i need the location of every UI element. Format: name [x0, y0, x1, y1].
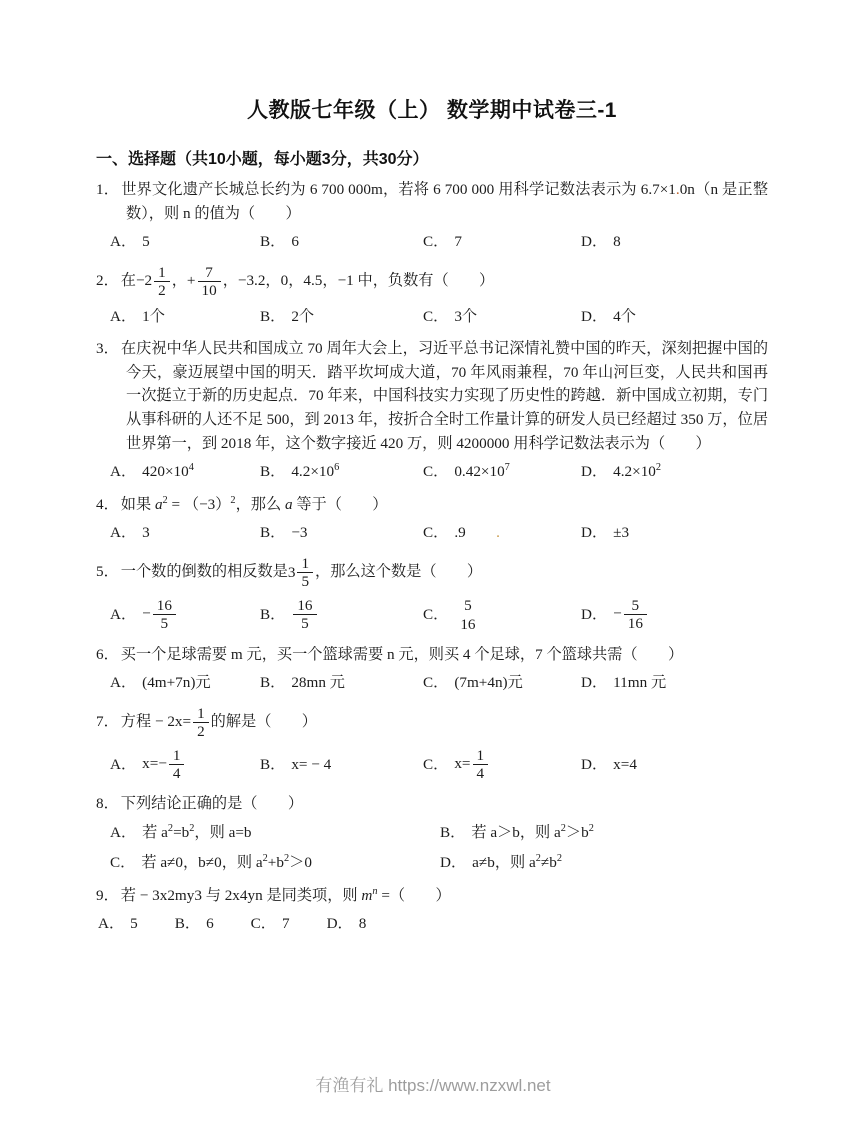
section-header: 一、选择题（共10小题，每小题3分，共30分）: [96, 151, 429, 168]
option: [260, 460, 423, 484]
whole-part: 2: [144, 272, 153, 290]
option-content: [282, 912, 290, 936]
option-content: [454, 460, 510, 484]
question: [96, 337, 768, 483]
option: [110, 821, 440, 845]
text-segment: (7m+4n)元: [454, 674, 523, 692]
option: [423, 671, 581, 695]
text-segment: x= − 4: [291, 755, 332, 773]
options-row: [96, 821, 768, 875]
option-content: [454, 596, 481, 634]
text-segment: 世界文化遗产长城总长约为 6 700 000m，若将 6 700 000 用科学记数法表示为 6.7×1: [121, 181, 676, 198]
text-segment: 一个数的倒数的相反数是: [120, 562, 288, 580]
option-label: A．: [110, 233, 137, 251]
option-label: D．: [581, 463, 608, 481]
text-segment: x=: [454, 755, 471, 772]
option-label: C．: [423, 463, 449, 481]
text-segment: =（ ）: [377, 886, 451, 904]
option: [581, 746, 768, 783]
option: [581, 230, 768, 254]
option: [260, 746, 423, 783]
text-segment: 0n（n 是正整数），则 n 的值为（ ）: [126, 181, 769, 222]
option-label: D．: [581, 674, 608, 692]
option: [423, 230, 581, 254]
text-segment: 4个: [613, 307, 636, 325]
text-segment: ，那么这个数是（ ）: [315, 562, 483, 580]
options-row: [96, 746, 768, 783]
text-segment: ，那么: [235, 495, 285, 513]
fraction-numerator: 16: [153, 597, 176, 615]
option: [110, 521, 260, 545]
question-stem: [96, 704, 768, 741]
option: [260, 596, 423, 634]
text-segment: −: [613, 605, 622, 623]
option-label: D．: [326, 915, 353, 933]
option-content: [472, 851, 562, 875]
option: [175, 912, 214, 936]
option-label: B．: [260, 307, 286, 325]
option-content: [142, 746, 186, 783]
text-segment: 若 a＞b，则 a: [471, 823, 561, 841]
text-segment: 若 a≠0，b≠0，则 a: [141, 854, 263, 872]
fraction: [198, 264, 221, 299]
text-segment: 4.2×10: [291, 463, 335, 481]
exponent: 2: [262, 853, 268, 865]
option: [423, 460, 581, 484]
mixed-number: [145, 263, 172, 300]
option: [440, 851, 768, 875]
option-label: D．: [581, 524, 608, 542]
text-segment: +b: [267, 854, 284, 872]
text-segment: 1个: [142, 307, 165, 325]
option-content: [142, 305, 165, 329]
text-segment: 8: [358, 915, 367, 933]
exponent: 2: [655, 462, 662, 474]
text-segment: x=−: [142, 755, 167, 772]
option: [581, 521, 768, 545]
fraction-numerator: 1: [297, 555, 313, 573]
fraction: [154, 264, 170, 299]
text-segment: ＞0: [289, 854, 312, 872]
variable: a: [154, 495, 163, 513]
option: [260, 230, 423, 254]
option: [581, 460, 768, 484]
exponent: 7: [504, 462, 510, 474]
option-content: [142, 821, 251, 845]
option-label: D．: [581, 307, 608, 325]
option-label: B．: [174, 915, 201, 933]
option-content: [291, 753, 331, 777]
text-segment: 8: [613, 233, 621, 251]
question: [96, 178, 768, 254]
option: [110, 596, 260, 634]
option-content: [613, 305, 636, 329]
text-segment: −3: [291, 524, 308, 542]
question: [96, 704, 768, 783]
option: [327, 912, 367, 936]
fraction-numerator: 7: [198, 264, 221, 282]
exponent: 2: [283, 853, 290, 865]
exponent: 2: [588, 822, 594, 834]
fraction-numerator: 1: [193, 705, 209, 723]
exponent: n: [372, 885, 378, 897]
text-segment: 0.42×10: [454, 463, 505, 481]
option-content: [142, 460, 194, 484]
option-content: [142, 671, 210, 695]
exponent: 2: [535, 853, 541, 865]
question-stem: [96, 263, 768, 300]
option-label: D．: [581, 755, 608, 773]
option: [251, 912, 290, 936]
option-label: A．: [110, 823, 137, 841]
text-segment: =b: [173, 823, 190, 841]
fraction-denominator: 4: [476, 765, 485, 783]
stray-dot: .: [496, 524, 500, 542]
text-segment: 买一个足球需要 m 元，买一个篮球需要 n 元，则买 4 个足球，7 个篮球共需（ ）: [120, 645, 684, 663]
text-segment: x=4: [613, 755, 637, 773]
question-stem: [96, 792, 768, 816]
question-stem: [96, 643, 768, 667]
option: [581, 596, 768, 634]
option-content: [613, 521, 629, 545]
option-content: [613, 596, 649, 633]
question: [96, 263, 768, 329]
option-label: C．: [250, 915, 276, 933]
question-number: 2．: [96, 271, 119, 289]
option: [110, 460, 260, 484]
option-label: A．: [110, 307, 137, 325]
option-content: [291, 460, 339, 484]
option-content: [130, 912, 138, 936]
text-segment: 若 − 3x2my3 与 2x4yn 是同类项，则: [120, 886, 362, 904]
options-row: [96, 460, 768, 484]
exponent: 2: [189, 822, 195, 834]
text-segment: 6: [291, 233, 299, 251]
fraction: [293, 597, 316, 632]
option-content: [291, 230, 299, 254]
option-label: B．: [260, 606, 286, 624]
option-content: [142, 596, 178, 633]
option-label: B．: [260, 463, 286, 481]
fraction: [624, 597, 647, 632]
option-label: A．: [110, 606, 137, 624]
option: [110, 746, 260, 783]
option-label: C．: [423, 606, 449, 624]
option-label: C．: [110, 854, 136, 872]
fraction-numerator: 5: [624, 597, 647, 615]
option-label: A．: [98, 915, 125, 933]
option-label: C．: [423, 307, 449, 325]
option: [423, 521, 581, 545]
option: [110, 305, 260, 329]
question-number: 5．: [96, 562, 119, 580]
option-content: [454, 746, 490, 783]
fraction-numerator: 16: [293, 597, 316, 615]
option-content: [291, 671, 345, 695]
text-segment: 5: [142, 233, 150, 251]
option-label: A．: [110, 524, 137, 542]
option-content: [206, 912, 214, 936]
option-content: [454, 671, 522, 695]
options-row: [96, 230, 768, 254]
fraction-denominator: 2: [197, 722, 205, 740]
option: [260, 671, 423, 695]
question-stem: [96, 493, 768, 517]
text-segment: 6: [206, 915, 214, 933]
option-content: [141, 851, 312, 875]
option-label: B．: [260, 524, 286, 542]
option-label: D．: [581, 233, 608, 251]
option-label: A．: [110, 463, 137, 481]
option-content: [454, 230, 462, 254]
questions-list: [96, 178, 768, 936]
question: [96, 643, 768, 695]
option-content: [613, 230, 621, 254]
exponent: 2: [167, 822, 174, 834]
option: [423, 305, 581, 329]
fraction-numerator: 1: [154, 264, 170, 282]
question-number: 8．: [96, 795, 119, 813]
fraction-numerator: 1: [473, 747, 489, 765]
text-segment: .9: [454, 524, 497, 542]
text-segment: 的解是（ ）: [210, 712, 317, 730]
question-stem: [96, 178, 768, 225]
text-segment: 3: [142, 524, 150, 542]
text-segment: ±3: [613, 524, 630, 542]
text-segment: 5: [130, 915, 138, 933]
question-number: 6．: [96, 645, 119, 663]
fraction-denominator: 4: [172, 765, 181, 783]
option-label: B．: [260, 674, 286, 692]
text-segment: ，则 a=b: [194, 823, 252, 841]
text-segment: = （−3）: [167, 495, 231, 513]
options-row: [96, 912, 768, 936]
text-segment: 420×10: [142, 463, 189, 481]
option-content: [291, 305, 314, 329]
fraction-numerator: 5: [464, 596, 472, 614]
text-segment: 在−: [120, 271, 145, 289]
fraction: [153, 597, 176, 632]
fraction-denominator: 16: [460, 615, 476, 633]
option: [110, 671, 260, 695]
option-label: C．: [423, 674, 449, 692]
fraction: [297, 555, 313, 590]
watermark-footer: 有渔有礼 https://www.nzxwl.net: [315, 1076, 551, 1095]
fraction-denominator: 5: [160, 615, 169, 633]
question-number: 7．: [96, 712, 119, 730]
option-content: [471, 821, 594, 845]
option: [98, 912, 138, 936]
fraction-denominator: 16: [627, 615, 643, 633]
option: [581, 671, 768, 695]
text-segment: −: [142, 605, 151, 623]
option-content: [613, 460, 661, 484]
exponent: 6: [334, 462, 340, 474]
fraction-denominator: 5: [301, 615, 309, 633]
question: [96, 554, 768, 634]
option-label: C．: [423, 524, 449, 542]
options-row: [96, 305, 768, 329]
text-segment: ，+: [171, 271, 196, 289]
option-label: A．: [110, 674, 137, 692]
option-label: C．: [423, 755, 449, 773]
text-segment: ，−3.2，0，4.5，−1 中，负数有（ ）: [222, 271, 495, 289]
option-content: [291, 521, 307, 545]
text-segment: 4.2×10: [613, 463, 656, 481]
option: [440, 821, 768, 845]
option-content: [359, 912, 367, 936]
variable: m: [361, 886, 373, 904]
exponent: 2: [230, 494, 236, 506]
question-stem: [96, 884, 768, 908]
options-row: [96, 671, 768, 695]
text-segment: 7: [282, 915, 290, 933]
exponent: 2: [560, 822, 566, 834]
page-title: 人教版七年级（上） 数学期中试卷三-1: [246, 99, 617, 122]
fraction-denominator: 10: [201, 281, 217, 299]
text-segment: 在庆祝中华人民共和国成立 70 周年大会上，习近平总书记深情礼赞中国的昨天，深刻把握中国的今天，豪迈展望中国的明天．踏平坎坷成大道，70 年风雨兼程，70 年山河巨变，人民共和国再一次挺立于新的历史起点．70 年来，中国科技实力实现了历史性的跨越．新中国成立初期，专门从事科研的人还不足 500，到 2013 年，按折合全时工作量计算的研发人员已经超过 350 万，位居世界第一，到 2018 年，这个数字接近 420 万，则 4200000 用科学记数法表示为（ ）: [120, 340, 769, 452]
fraction-denominator: 5: [301, 572, 310, 590]
fraction-numerator: 1: [169, 747, 185, 765]
option: [260, 305, 423, 329]
text-segment: 2个: [291, 307, 315, 325]
question: [96, 493, 768, 545]
accent-dot: .: [675, 181, 680, 198]
variable: a: [284, 495, 293, 513]
exponent: 2: [162, 494, 168, 506]
option-label: B．: [440, 823, 466, 841]
question-number: 1．: [96, 181, 120, 198]
question-number: 4．: [96, 495, 119, 513]
text-segment: 28mn 元: [291, 674, 345, 692]
question: [96, 792, 768, 875]
options-row: [96, 521, 768, 545]
question-number: 3．: [96, 340, 119, 358]
option-label: C．: [423, 233, 449, 251]
text-segment: ≠b: [540, 854, 557, 872]
option: [260, 521, 423, 545]
option: [581, 305, 768, 329]
fraction: [193, 705, 209, 740]
text-segment: 下列结论正确的是（ ）: [120, 795, 304, 813]
option-content: [613, 671, 666, 695]
text-segment: a≠b，则 a: [472, 854, 536, 872]
fraction-denominator: 2: [158, 281, 166, 299]
option-label: B．: [260, 755, 286, 773]
text-segment: 7: [454, 233, 462, 251]
text-segment: (4m+7n)元: [142, 674, 211, 692]
fraction: [473, 747, 489, 782]
exponent: 4: [188, 462, 194, 474]
whole-part: 3: [287, 563, 296, 581]
option-content: [142, 230, 150, 254]
option-content: [613, 753, 637, 777]
option: [110, 230, 260, 254]
option-label: D．: [581, 606, 608, 624]
option: [110, 851, 440, 875]
option-content: [142, 521, 150, 545]
question: [96, 884, 768, 936]
text-segment: 如果: [120, 495, 155, 513]
option-label: B．: [260, 233, 286, 251]
question-stem: [96, 554, 768, 591]
option: [423, 596, 581, 634]
text-segment: 等于（ ）: [292, 495, 388, 513]
exponent: 2: [556, 853, 563, 865]
text-segment: ＞b: [565, 823, 589, 841]
option-content: [454, 305, 477, 329]
question-stem: [96, 337, 768, 455]
text-segment: 若 a: [142, 823, 168, 841]
text-segment: 方程 − 2x=: [120, 712, 192, 730]
options-row: [96, 596, 768, 634]
option-label: A．: [110, 755, 137, 773]
option-content: [291, 596, 318, 633]
fraction: [456, 597, 479, 633]
text-segment: 11mn 元: [613, 674, 667, 692]
option-label: D．: [440, 854, 467, 872]
option: [423, 746, 581, 783]
fraction: [169, 747, 185, 782]
mixed-number: [288, 554, 315, 591]
text-segment: 3个: [454, 307, 478, 325]
question-number: 9．: [96, 886, 119, 904]
option-content: [454, 521, 500, 545]
